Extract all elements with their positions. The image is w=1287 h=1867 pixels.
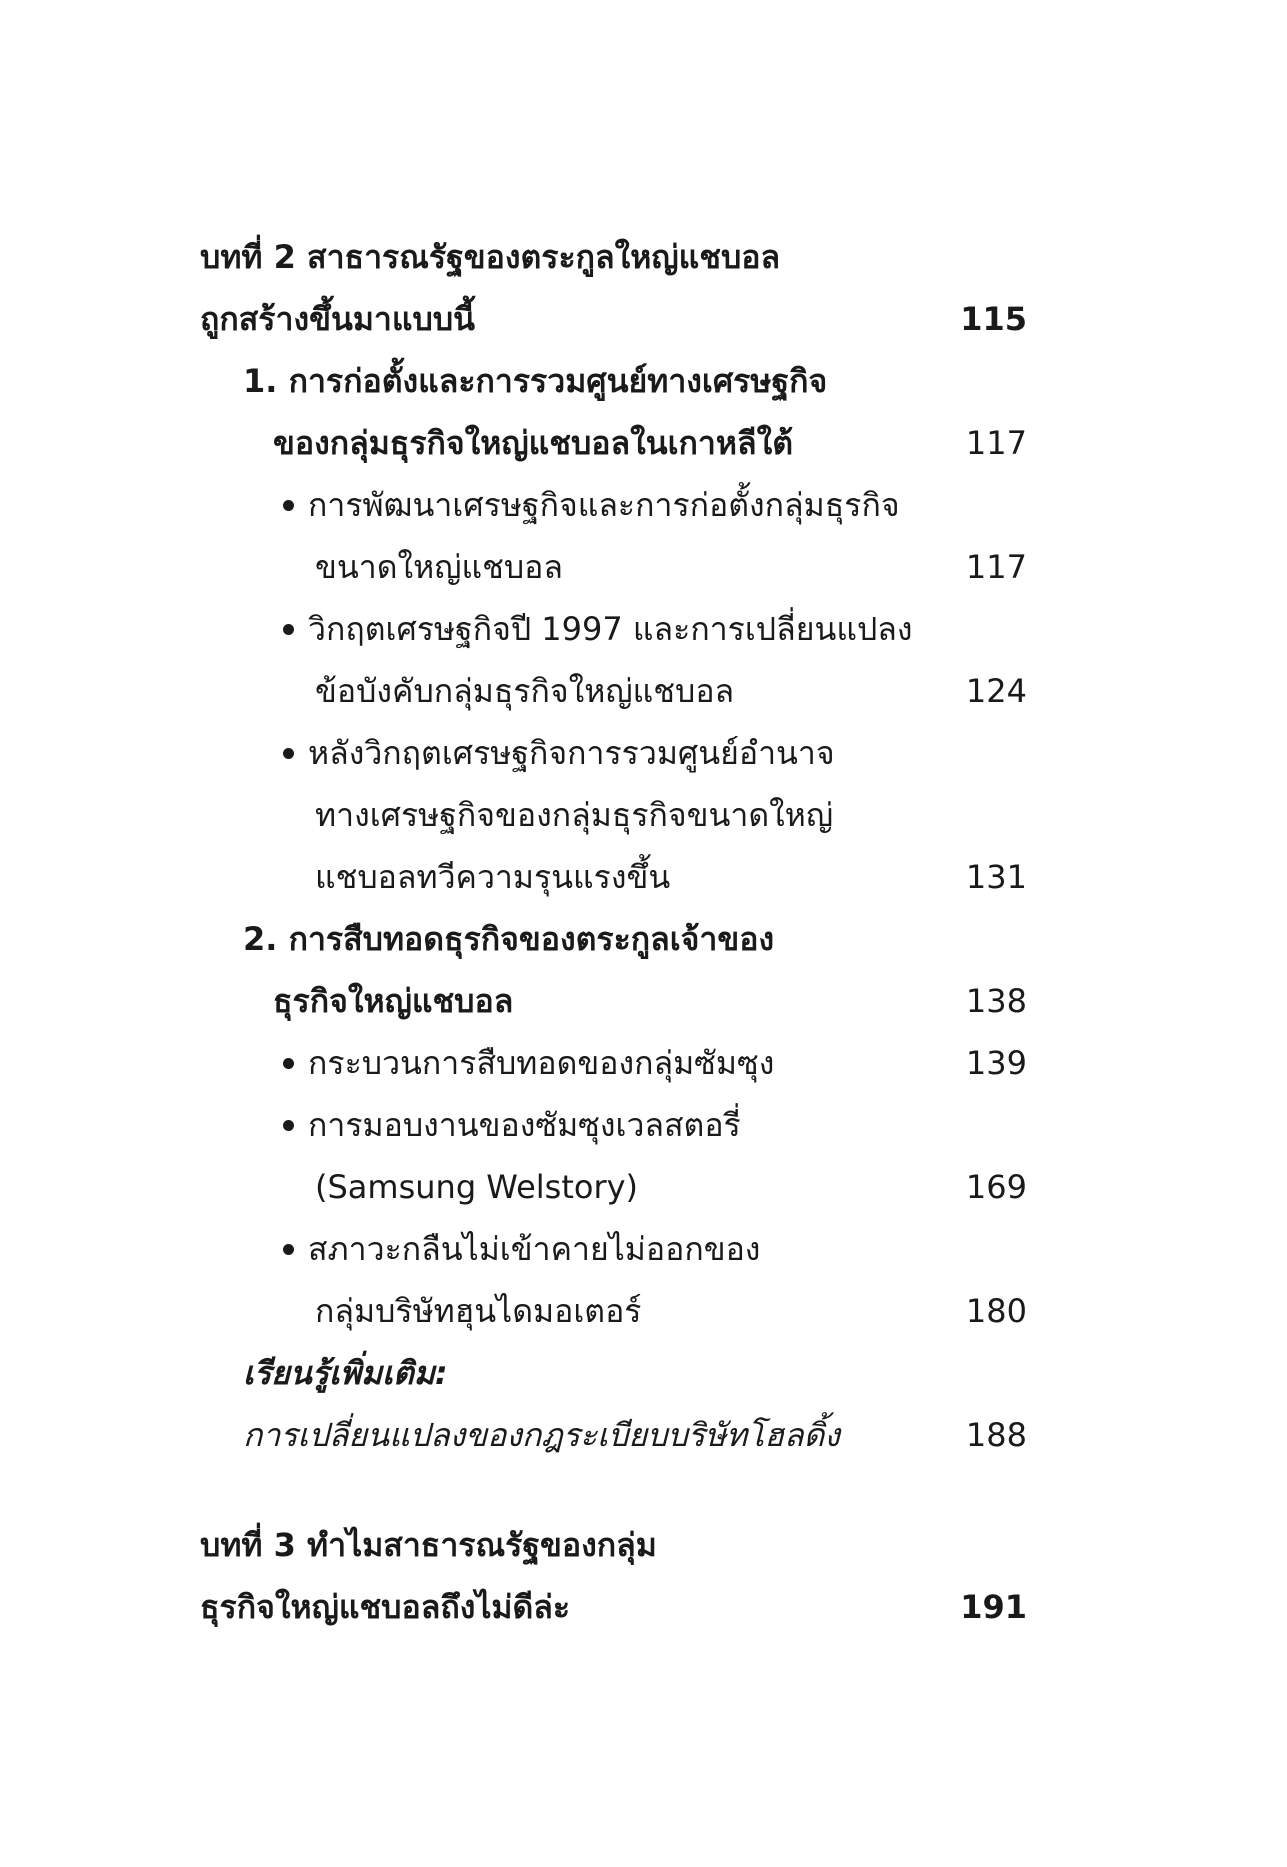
chapter-title-text: บทที่ 2 สาธารณรัฐของตระกูลใหญ่แชบอล bbox=[200, 238, 781, 276]
bullet-title: กลุ่มบริษัทฮุนไดมอเตอร์ bbox=[315, 1292, 642, 1330]
bullet-text bbox=[283, 1032, 774, 1094]
bullet-4-line-1 bbox=[0, 1032, 1287, 1094]
bullet-title: (Samsung Welstory) bbox=[315, 1168, 639, 1206]
chapter-3-title-line-2 bbox=[0, 1576, 1287, 1638]
bullet-icon bbox=[283, 1058, 294, 1069]
bullet-title: การพัฒนาเศรษฐกิจและการก่อตั้งกลุ่มธุรกิจ bbox=[308, 486, 900, 524]
bullet-text bbox=[283, 722, 835, 784]
bullet-text bbox=[283, 474, 900, 536]
page-number: 115 bbox=[960, 300, 1027, 338]
section-text bbox=[243, 350, 827, 412]
bullet-title: กระบวนการสืบทอดของกลุ่มซัมซุง bbox=[308, 1044, 775, 1082]
bullet-icon bbox=[283, 624, 294, 635]
page-number: 139 bbox=[965, 1044, 1027, 1082]
bullet-title: หลังวิกฤตเศรษฐกิจการรวมศูนย์อำนาจ bbox=[308, 734, 835, 772]
bullet-6-line-2 bbox=[0, 1280, 1287, 1342]
bullet-3-line-2 bbox=[0, 784, 1287, 846]
bullet-2-line-1 bbox=[0, 598, 1287, 660]
page-number: 131 bbox=[965, 858, 1027, 896]
bullet-title: ขนาดใหญ่แชบอล bbox=[315, 548, 563, 586]
section-text bbox=[243, 908, 774, 970]
learn-more-heading bbox=[0, 1342, 1287, 1404]
chapter-2-title-line-2 bbox=[0, 288, 1287, 350]
bullet-5-line-1 bbox=[0, 1094, 1287, 1156]
bullet-3-line-3 bbox=[0, 846, 1287, 908]
page-number: 117 bbox=[965, 424, 1027, 462]
section-1-line-1 bbox=[0, 350, 1287, 412]
bullet-2-line-2 bbox=[0, 660, 1287, 722]
bullet-title: แชบอลทวีความรุนแรงขึ้น bbox=[315, 858, 671, 896]
bullet-icon bbox=[283, 748, 294, 759]
bullet-text bbox=[283, 1218, 760, 1280]
page-number: 117 bbox=[965, 548, 1027, 586]
bullet-icon bbox=[283, 500, 294, 511]
section-title: การสืบทอดธุรกิจของตระกูลเจ้าของ bbox=[288, 920, 775, 958]
chapter-title-text: ธุรกิจใหญ่แชบอลถึงไม่ดีล่ะ bbox=[200, 1588, 571, 1626]
learn-more-item bbox=[0, 1404, 1287, 1466]
bullet-5-line-2 bbox=[0, 1156, 1287, 1218]
section-2-line-2 bbox=[0, 970, 1287, 1032]
section-number: 2. bbox=[243, 920, 278, 958]
bullet-1-line-2 bbox=[0, 536, 1287, 598]
section-title: ธุรกิจใหญ่แชบอล bbox=[273, 982, 514, 1020]
page-number: 169 bbox=[965, 1168, 1027, 1206]
section-title: การก่อตั้งและการรวมศูนย์ทางเศรษฐกิจ bbox=[288, 362, 828, 400]
bullet-title: วิกฤตเศรษฐกิจปี 1997 และการเปลี่ยนแปลง bbox=[308, 610, 913, 648]
page-number: 138 bbox=[965, 982, 1027, 1020]
page-number: 191 bbox=[960, 1588, 1027, 1626]
learn-more-heading-text: เรียนรู้เพิ่มเติม: bbox=[243, 1354, 448, 1392]
bullet-3-line-1 bbox=[0, 722, 1287, 784]
section-1-line-2 bbox=[0, 412, 1287, 474]
chapter-title-text: บทที่ 3 ทำไมสาธารณรัฐของกลุ่ม bbox=[200, 1526, 657, 1564]
bullet-1-line-1 bbox=[0, 474, 1287, 536]
bullet-6-line-1 bbox=[0, 1218, 1287, 1280]
bullet-title: การมอบงานของซัมซุงเวลสตอรี่ bbox=[308, 1106, 741, 1144]
bullet-title: สภาวะกลืนไม่เข้าคายไม่ออกของ bbox=[308, 1230, 761, 1268]
bullet-title: ข้อบังคับกลุ่มธุรกิจใหญ่แชบอล bbox=[315, 672, 735, 710]
chapter-3-title-line-1 bbox=[0, 1514, 1287, 1576]
bullet-text bbox=[283, 1094, 741, 1156]
section-2-line-1 bbox=[0, 908, 1287, 970]
section-title: ของกลุ่มธุรกิจใหญ่แชบอลในเกาหลีใต้ bbox=[273, 424, 793, 462]
chapter-title-text: ถูกสร้างขึ้นมาแบบนี้ bbox=[200, 300, 475, 338]
bullet-icon bbox=[283, 1120, 294, 1131]
bullet-title: ทางเศรษฐกิจของกลุ่มธุรกิจขนาดใหญ่ bbox=[315, 796, 834, 834]
page-number: 180 bbox=[965, 1292, 1027, 1330]
bullet-icon bbox=[283, 1244, 294, 1255]
learn-more-item-text: การเปลี่ยนแปลงของกฎระเบียบบริษัทโฮลดิ้ง bbox=[243, 1416, 840, 1454]
page-number: 188 bbox=[965, 1416, 1027, 1454]
chapter-2-title-line-1 bbox=[0, 226, 1287, 288]
bullet-text bbox=[283, 598, 913, 660]
section-number: 1. bbox=[243, 362, 278, 400]
page-number: 124 bbox=[965, 672, 1027, 710]
